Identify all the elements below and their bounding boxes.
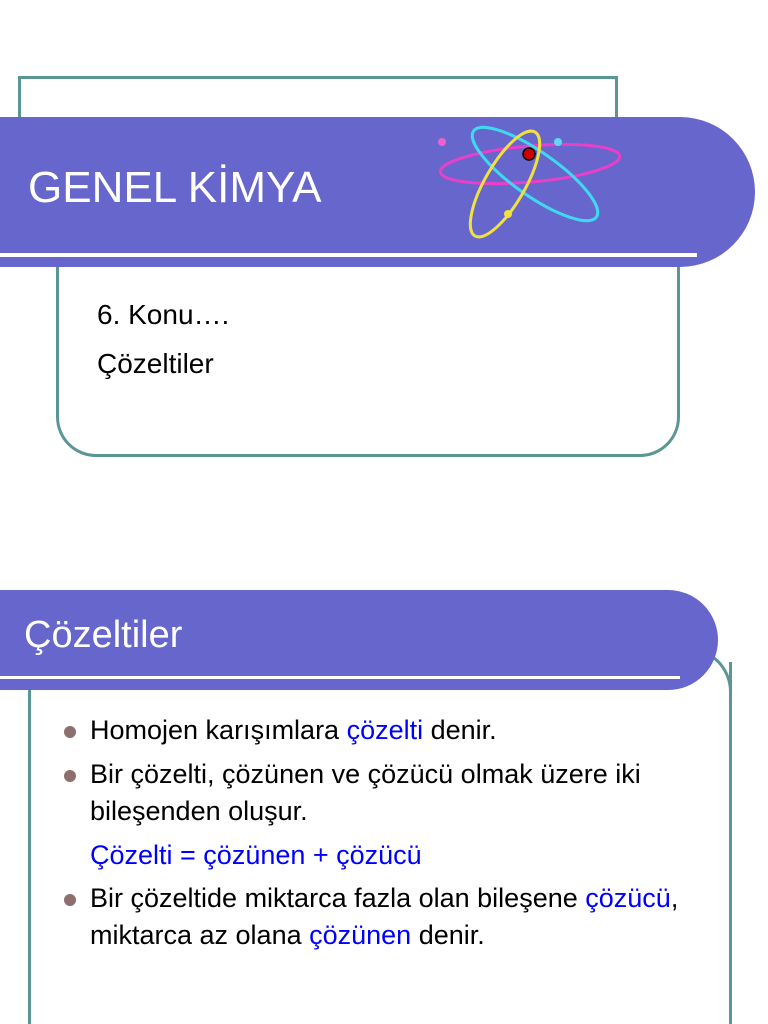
bullet-text: denir.	[423, 715, 497, 745]
highlight-term: çözücü	[585, 883, 671, 913]
bullet-text: Bir çözeltide miktarca fazla olan bileşene	[90, 883, 586, 913]
topic-number: 6. Konu….	[97, 299, 230, 330]
atom-icon	[430, 114, 630, 244]
bullet-list	[60, 712, 720, 961]
topic-name: Çözeltiler	[97, 348, 214, 379]
band-divider	[0, 676, 680, 679]
list-item	[60, 756, 720, 830]
list-item	[60, 712, 720, 749]
bullet-text: Homojen karışımlara	[90, 715, 347, 745]
bullet-text: Bir çözelti, çözünen ve çözücü olmak üzere iki bileşenden oluşur.	[90, 759, 641, 826]
highlight-term: çözünen	[309, 920, 412, 950]
bullet-dot	[64, 894, 76, 906]
bullet-dot	[64, 726, 76, 738]
bullet-text: denir.	[411, 920, 485, 950]
band-divider	[0, 253, 697, 257]
slide-title-text: Çözeltiler	[24, 614, 183, 656]
formula-text: Çözelti = çözünen + çözücü	[90, 840, 422, 870]
highlight-term: çözelti	[346, 715, 424, 745]
slide-content	[0, 512, 768, 1024]
list-item	[60, 880, 720, 954]
formula-line	[60, 837, 720, 874]
slide-title-text: GENEL KİMYA	[28, 163, 322, 212]
bullet-text: , miktarca az olana	[90, 883, 679, 950]
bullet-dot	[64, 770, 76, 782]
